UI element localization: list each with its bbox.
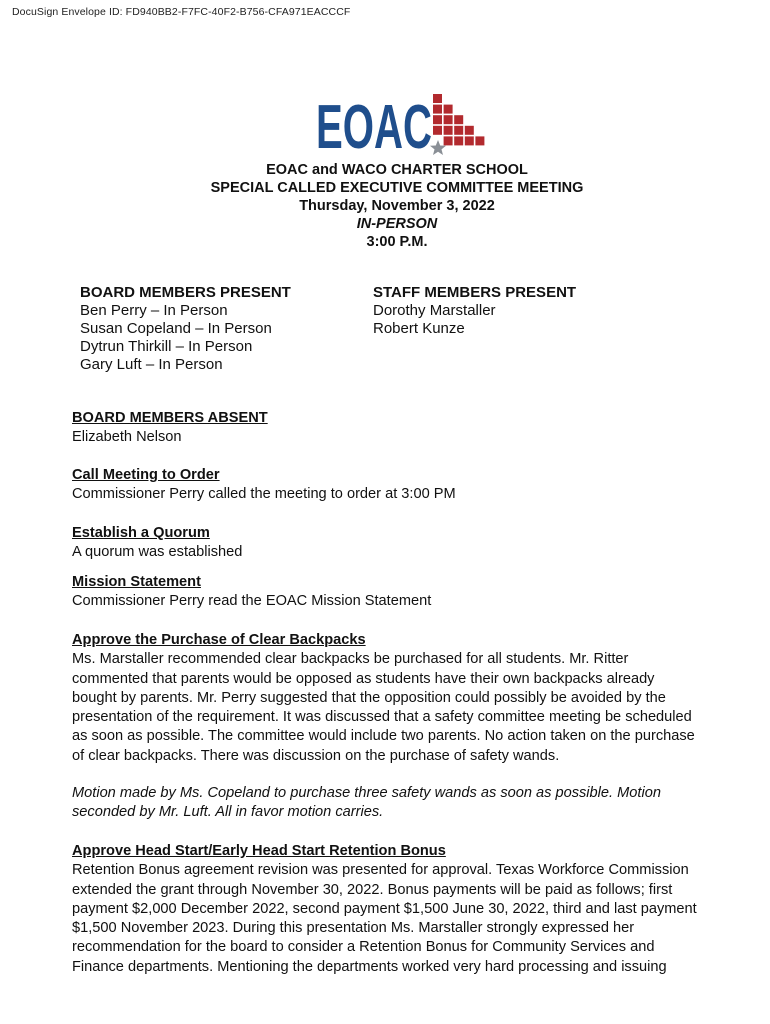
board-absent-section <box>72 409 727 448</box>
backpacks-line: as soon as possible. The committee would include two parents. No action taken on the purchase <box>72 728 695 745</box>
eoac-logo-graphic <box>316 90 486 160</box>
header-meeting-type: SPECIAL CALLED EXECUTIVE COMMITTEE MEETING <box>210 180 584 196</box>
logo-block <box>454 126 463 135</box>
logo-block <box>433 115 442 124</box>
backpacks-line: bought by parents. Mr. Perry suggested that the opposition could possibly be avoided by the <box>72 689 666 706</box>
logo-block <box>454 136 463 145</box>
head-start-line: Finance departments. Mentioning the departments worked very hard processing and issuing <box>72 958 667 975</box>
mission-text: Commissioner Perry read the EOAC Mission Statement <box>72 593 432 610</box>
head-start-line: extended the grant through November 30, 2022. Bonus payments will be paid as follows; first <box>72 881 673 898</box>
motion-line: seconded by Mr. Luft. All in favor motion carries. <box>72 804 384 821</box>
header-date: Thursday, November 3, 2022 <box>299 198 495 214</box>
backpacks-section <box>72 631 727 766</box>
quorum-title: Establish a Quorum <box>72 525 210 541</box>
mission-title: Mission Statement <box>72 574 201 590</box>
absent-member: Elizabeth Nelson <box>72 429 182 446</box>
eoac-logo <box>316 90 486 160</box>
call-to-order-section <box>72 466 727 505</box>
motion-line: Motion made by Ms. Copeland to purchase three safety wands as soon as possible. Motion <box>72 785 661 801</box>
header-format: IN-PERSON <box>356 216 438 232</box>
backpacks-line: of clear backpacks. There was discussion on the purchase of safety wands. <box>72 747 560 764</box>
logo-block <box>465 136 474 145</box>
head-start-line: $1,500 November 2023. During this presentation Ms. Marstaller strongly expressed her <box>72 920 635 937</box>
logo-block <box>444 115 453 124</box>
board-present-title: BOARD MEMBERS PRESENT <box>80 284 291 301</box>
header-time: 3:00 P.M. <box>366 234 428 250</box>
logo-block <box>465 126 474 135</box>
envelope-id: DocuSign Envelope ID: FD940BB2-F7FC-40F2-B756-CFA971EACCCF <box>12 6 351 18</box>
logo-wordmark: EOAC <box>316 93 432 160</box>
logo-block <box>444 105 453 114</box>
head-start-section <box>72 842 727 977</box>
meeting-header <box>0 161 770 251</box>
backpacks-motion <box>72 784 727 823</box>
logo-block <box>475 136 484 145</box>
head-start-line: Retention Bonus agreement revision was presented for approval. Texas Workforce Commission <box>72 862 689 879</box>
quorum-section <box>72 524 727 563</box>
board-member: Susan Copeland – In Person <box>80 320 272 337</box>
staff-member: Dorothy Marstaller <box>373 302 496 319</box>
call-to-order-text: Commissioner Perry called the meeting to order at 3:00 PM <box>72 486 456 503</box>
head-start-line: payment $2,000 December 2022, second payment $1,500 June 30, 2022, third and last payment <box>72 900 697 917</box>
staff-member: Robert Kunze <box>373 320 465 337</box>
board-member: Ben Perry – In Person <box>80 302 228 319</box>
board-present-section <box>80 284 291 374</box>
backpacks-line: presentation of the requirement. It was discussed that a safety committee meeting be scheduled <box>72 709 692 726</box>
logo-block <box>444 126 453 135</box>
call-to-order-title: Call Meeting to Order <box>72 467 220 483</box>
logo-block <box>433 94 442 103</box>
logo-block <box>454 115 463 124</box>
mission-section <box>72 573 727 612</box>
staff-present-section <box>373 284 576 338</box>
quorum-text: A quorum was established <box>72 544 243 561</box>
logo-block <box>444 136 453 145</box>
head-start-line: recommendation for the board to consider a Retention Bonus for Community Services and <box>72 939 655 956</box>
logo-block <box>433 105 442 114</box>
backpacks-line: Ms. Marstaller recommended clear backpacks be purchased for all students. Mr. Ritter <box>72 651 629 668</box>
backpacks-line: commented that parents would be opposed as students have their own backpacks already <box>72 670 655 687</box>
logo-block <box>433 126 442 135</box>
header-org: EOAC and WACO CHARTER SCHOOL <box>266 162 528 178</box>
board-member: Gary Luft – In Person <box>80 356 223 373</box>
board-absent-title: BOARD MEMBERS ABSENT <box>72 410 268 426</box>
board-member: Dytrun Thirkill – In Person <box>80 338 253 355</box>
head-start-title: Approve Head Start/Early Head Start Retention Bonus <box>72 843 446 859</box>
backpacks-title: Approve the Purchase of Clear Backpacks <box>72 632 366 648</box>
staff-present-title: STAFF MEMBERS PRESENT <box>373 284 577 301</box>
logo-blocks <box>433 94 484 145</box>
